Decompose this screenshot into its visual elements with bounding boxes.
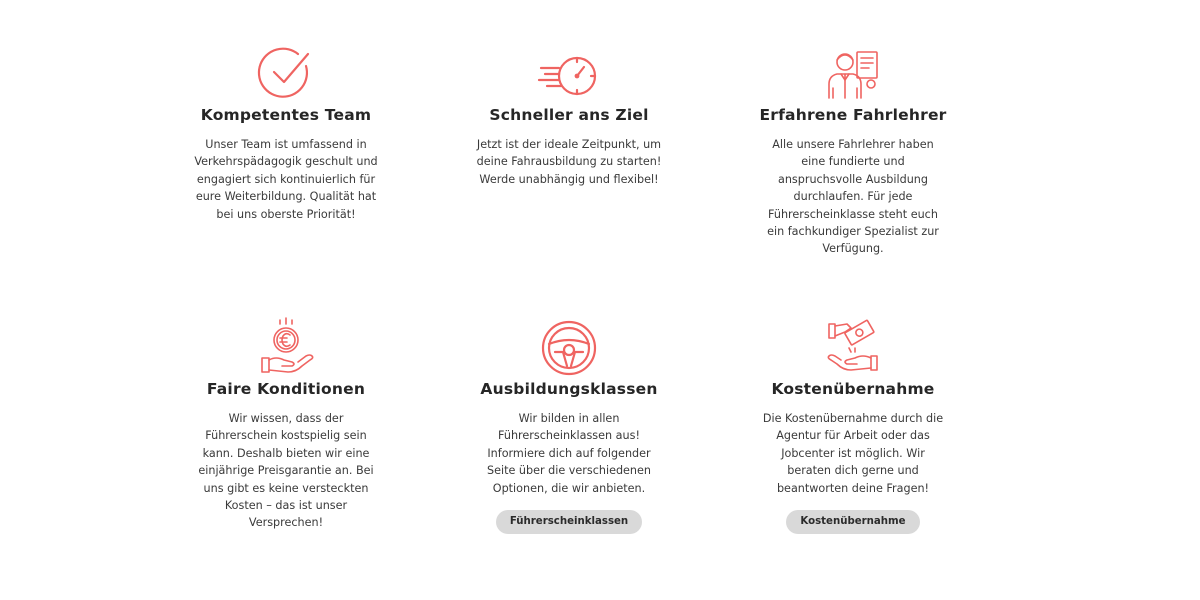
feature-text: Wir wissen, dass der Führerschein kostspielig sein kann. Deshalb bieten wir eine einjährige Preisgarantie an. Bei uns gibt es keine versteckten Kosten – das ist unser Versprechen! [198,412,374,530]
features-grid [140,0,1140,600]
money-exchange-hands-icon [821,318,885,378]
feature-text: Die Kostenübernahme durch die Agentur für Arbeit oder das Jobcenter ist möglich. Wir beraten dich gerne und beantworten deine Fragen! [762,412,944,495]
feature-text: Unser Team ist umfassend in Verkehrspädagogik geschult und engagiert sich kontinuierlich für eure Weiterbildung. Qualität hat bei uns oberste Priorität! [194,138,378,221]
feature-kompetentes-team [166,44,406,223]
feature-erfahrene-fahrlehrer [733,44,973,258]
feature-faire-konditionen [166,318,406,532]
feature-text: Wir bilden in allen Führerscheinklassen aus! Informiere dich auf folgender Seite über die verschiedenen Optionen, die wir anbieten. [486,412,651,495]
feature-title: Faire Konditionen [206,380,366,398]
checkmark-circle-icon [254,44,318,104]
feature-kostenuebernahme [733,318,973,534]
steering-wheel-icon [537,318,601,378]
feature-title: Ausbildungsklassen [480,380,658,398]
feature-text: Alle unsere Fahrlehrer haben eine fundierte und anspruchsvolle Ausbildung durchlaufen. Für jede Führerscheinklasse steht euch ein fachkundiger Spezialist zur Verfügung. [767,138,939,256]
hand-euro-coin-icon [254,318,318,378]
feature-ausbildungsklassen [449,318,689,534]
kostenuebernahme-button[interactable]: Kostenübernahme [786,510,919,534]
feature-title: Erfahrene Fahrlehrer [759,106,947,124]
fuehrerscheinklassen-button[interactable]: Führerscheinklassen [496,510,642,534]
feature-title: Schneller ans Ziel [489,106,649,124]
feature-schneller-ans-ziel [449,44,689,188]
feature-title: Kompetentes Team [200,106,372,124]
instructor-certificate-icon [821,44,885,104]
speedometer-icon [537,44,601,104]
feature-text: Jetzt ist der ideale Zeitpunkt, um deine Fahrausbildung zu starten! Werde unabhängig und flexibel! [476,138,662,186]
feature-title: Kostenübernahme [771,380,935,398]
